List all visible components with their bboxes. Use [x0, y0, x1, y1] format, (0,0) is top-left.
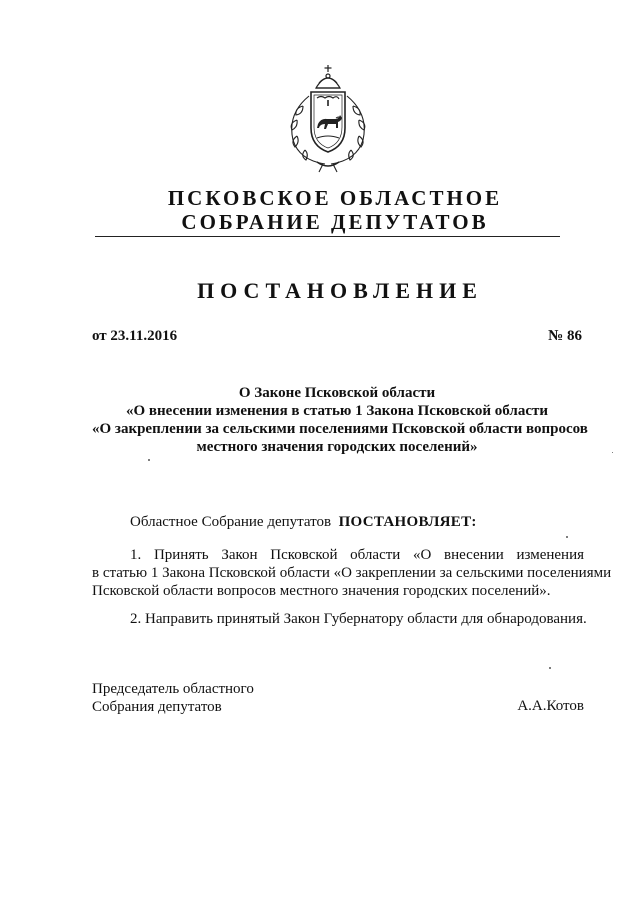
scan-speck: [612, 452, 613, 453]
signatory-title: [92, 680, 254, 716]
resolution-item-1: [92, 546, 612, 600]
scan-speck: [148, 459, 150, 461]
intro-text: Областное Собрание депутатов: [130, 514, 332, 530]
item2-text: 2. Направить принятый Закон Губернатору области для обнародования.: [130, 611, 587, 627]
document-number: № 86: [548, 328, 582, 344]
organization-name-line1: ПСКОВСКОЕ ОБЛАСТНОЕ: [167, 186, 503, 210]
item1-line1: 1. Принять Закон Псковской области «О внесении изменения: [130, 547, 584, 563]
organization-name-line2: СОБРАНИЕ ДЕПУТАТОВ: [181, 210, 489, 234]
signatory-title-line1: Председатель областного: [92, 681, 254, 697]
document-date: от 23.11.2016: [92, 328, 178, 344]
subject-line: «О закреплении за сельскими поселениями Псковской области вопросов: [92, 421, 588, 437]
signatory-title-line2: Собрания депутатов: [92, 699, 222, 715]
header-divider: [95, 236, 560, 237]
intro-resolves: ПОСТАНОВЛЯЕТ:: [338, 514, 477, 530]
resolution-intro: [130, 514, 477, 531]
scan-speck: [549, 667, 551, 669]
signatory-name: А.А.Котов: [517, 698, 584, 714]
document-type-title: ПОСТАНОВЛЕНИЕ: [197, 278, 483, 303]
subject-line: О Законе Псковской области: [238, 385, 436, 401]
item1-line2: в статью 1 Закона Псковской области «О закреплении за сельскими поселениями: [92, 565, 612, 581]
item1-line3: Псковской области вопросов местного значения городских поселений».: [92, 583, 551, 599]
scan-speck: [566, 536, 568, 538]
subject-line: местного значения городских поселений»: [196, 439, 478, 455]
coat-of-arms-emblem: [283, 62, 373, 174]
subject-line: «О внесении изменения в статью 1 Закона Псковской области: [125, 403, 549, 419]
document-subject: [92, 384, 588, 456]
resolution-item-2: [92, 610, 587, 628]
